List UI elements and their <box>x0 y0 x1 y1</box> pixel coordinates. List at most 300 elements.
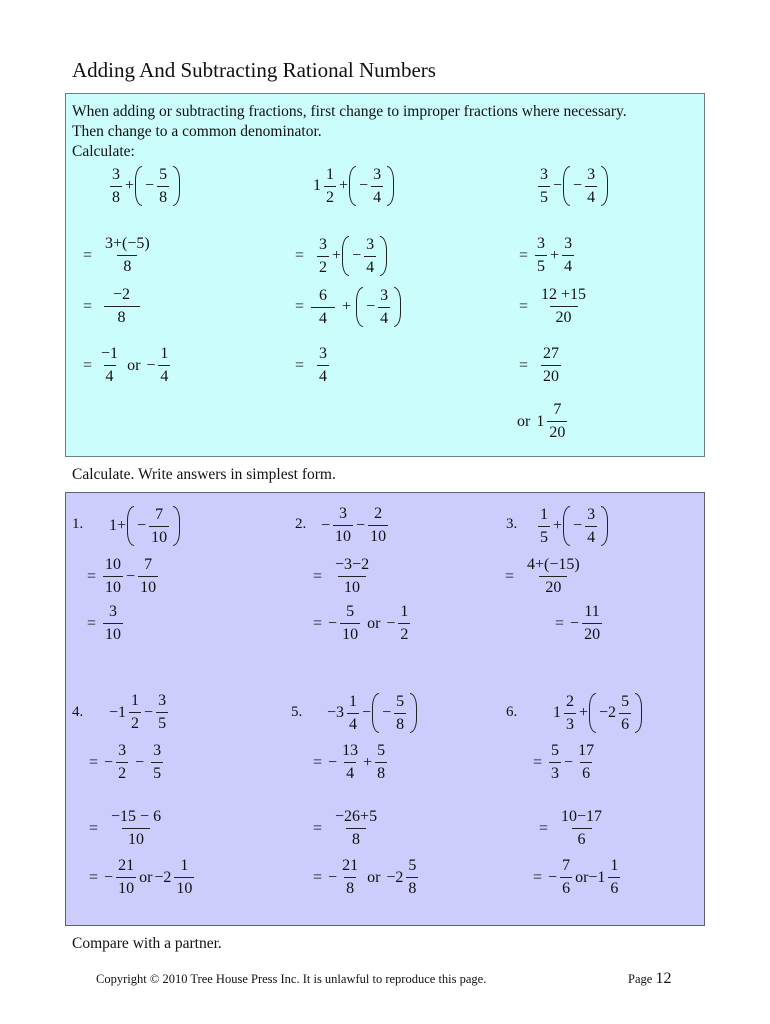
numerator: −3−2 <box>335 556 370 573</box>
problem-number: 4. <box>72 704 84 720</box>
left-paren <box>563 506 570 546</box>
equals-sign: = <box>87 614 97 632</box>
numerator: 7 <box>155 505 164 523</box>
math-text: − <box>352 247 362 264</box>
parenthesized-group <box>589 693 642 733</box>
fraction <box>364 237 376 276</box>
problem-4-step-4 <box>84 858 196 897</box>
math-text: or−1 <box>575 868 606 886</box>
fraction <box>151 743 163 782</box>
math-text: − <box>573 177 583 194</box>
fraction <box>317 237 329 276</box>
denominator: 20 <box>541 365 561 385</box>
problem-5-step-4 <box>308 858 420 897</box>
fraction <box>99 236 156 275</box>
denominator: 4 <box>347 713 359 733</box>
problem-1-step-1 <box>108 506 180 546</box>
example-1-step-1 <box>108 166 180 206</box>
numerator: 27 <box>543 345 560 362</box>
fraction <box>564 694 576 733</box>
numerator: 3 <box>319 345 328 362</box>
parenthesized-group <box>356 287 401 327</box>
intro-line-1: When adding or subtracting fractions, first change to improper fractions where necessary. <box>72 103 627 120</box>
problem-4-step-2 <box>84 743 165 782</box>
numerator: 3 <box>366 235 375 253</box>
numerator: 3 <box>158 692 167 709</box>
denominator: 5 <box>538 186 550 206</box>
left-paren <box>356 287 363 327</box>
fraction <box>324 167 336 206</box>
fraction <box>378 288 390 327</box>
problem-number: 6. <box>506 704 518 720</box>
numerator: 3 <box>153 742 162 759</box>
fraction <box>157 167 169 206</box>
parenthesized-group <box>342 236 387 276</box>
left-paren <box>349 166 356 206</box>
math-text: − <box>144 703 154 721</box>
right-paren <box>394 287 401 327</box>
math-text: − <box>137 517 147 534</box>
equals-sign: = <box>533 753 543 771</box>
fraction <box>105 809 167 848</box>
denominator: 5 <box>538 526 550 546</box>
denominator: 8 <box>117 255 137 275</box>
math-text: −2 <box>154 868 172 886</box>
left-paren <box>127 506 134 546</box>
denominator: 2 <box>317 256 329 276</box>
math-text: − <box>570 614 580 632</box>
equals-sign: = <box>533 868 543 886</box>
denominator: 2 <box>324 186 336 206</box>
right-paren <box>387 166 394 206</box>
denominator: 10 <box>103 623 123 643</box>
numerator: −2 <box>113 286 131 303</box>
equals-sign: = <box>89 868 99 886</box>
numerator: 3 <box>380 286 389 304</box>
equals-sign: = <box>295 298 305 315</box>
fraction <box>340 858 360 897</box>
example-3-step-1 <box>536 166 608 206</box>
math-text: − <box>145 177 155 194</box>
math-text: − <box>564 753 574 771</box>
numerator: 2 <box>566 692 574 710</box>
problem-number: 1. <box>72 516 84 532</box>
equals-sign: = <box>313 614 323 632</box>
problem-4-step-1 <box>108 693 170 732</box>
math-text: − <box>366 298 376 315</box>
denominator: 10 <box>149 526 169 546</box>
denominator: 2 <box>398 623 410 643</box>
numerator: 21 <box>342 857 359 874</box>
numerator: 2 <box>374 505 383 522</box>
math-text: − <box>362 704 372 721</box>
denominator: 8 <box>104 306 140 326</box>
denominator: 8 <box>375 762 387 782</box>
fraction <box>547 402 567 441</box>
equals-sign: = <box>89 819 99 837</box>
math-text <box>309 248 315 264</box>
math-text: + <box>339 177 349 194</box>
closing-text: Compare with a partner. <box>72 935 222 952</box>
numerator: 7 <box>144 556 153 573</box>
instruction-text: Calculate. Write answers in simplest form. <box>72 466 336 483</box>
example-2-step-3 <box>290 287 401 327</box>
math-text: − <box>548 868 558 886</box>
math-text: − <box>328 753 338 771</box>
problem-5-step-1 <box>326 693 417 733</box>
numerator: 3 <box>587 165 596 183</box>
fraction <box>576 743 596 782</box>
example-1-step-3 <box>78 287 146 326</box>
math-text: or <box>367 614 381 632</box>
fraction <box>116 743 128 782</box>
numerator: 3 <box>373 165 382 183</box>
intro-line-3: Calculate: <box>72 143 135 160</box>
equals-sign: = <box>313 567 323 585</box>
example-2-step-4 <box>290 346 331 385</box>
math-text: + <box>342 298 352 315</box>
equals-sign: = <box>87 567 97 585</box>
denominator: 10 <box>340 623 360 643</box>
math-text: − <box>328 868 338 886</box>
fraction <box>398 604 410 643</box>
equals-sign: = <box>313 753 323 771</box>
equals-sign: = <box>505 567 515 585</box>
right-paren <box>173 166 180 206</box>
example-2-step-1 <box>312 166 394 206</box>
fraction <box>340 743 360 782</box>
equals-sign: = <box>313 868 323 886</box>
denominator: 4 <box>344 762 356 782</box>
math-text: −3 <box>327 704 345 721</box>
fraction <box>138 557 158 596</box>
denominator: 3 <box>564 713 576 733</box>
left-paren <box>372 693 379 733</box>
numerator: 3 <box>564 235 573 252</box>
fraction <box>371 167 383 206</box>
numerator: 1 <box>540 505 548 523</box>
right-paren <box>380 236 387 276</box>
problem-6-step-4 <box>528 858 622 897</box>
math-text: − <box>135 753 145 771</box>
numerator: 13 <box>342 742 359 759</box>
numerator: 1 <box>131 692 140 709</box>
fraction <box>329 557 375 596</box>
fraction <box>555 809 608 848</box>
fraction <box>560 858 572 897</box>
problem-2-step-3 <box>308 604 412 643</box>
fraction <box>347 694 359 733</box>
problem-5-step-3 <box>308 809 385 848</box>
denominator: 8 <box>406 877 418 897</box>
problem-number: 2. <box>295 516 307 532</box>
fraction <box>619 694 631 733</box>
numerator: 3 <box>540 165 548 183</box>
equals-sign: = <box>83 356 93 374</box>
example-1-step-2 <box>78 236 158 275</box>
math-text: − <box>146 356 156 374</box>
right-paren <box>635 693 642 733</box>
right-paren <box>410 693 417 733</box>
fraction <box>110 167 122 206</box>
page-label: Page <box>628 972 653 986</box>
numerator: 5 <box>408 857 417 874</box>
problem-6-step-1 <box>552 693 642 733</box>
denominator: 4 <box>364 256 376 276</box>
numerator: 6 <box>319 286 328 304</box>
problem-3-step-1 <box>536 506 608 546</box>
numerator: 10−17 <box>561 808 603 825</box>
denominator: 5 <box>535 255 547 275</box>
right-paren <box>601 506 608 546</box>
denominator: 10 <box>338 576 366 596</box>
fraction <box>317 346 329 385</box>
math-text: 1 <box>536 412 545 430</box>
denominator: 6 <box>580 762 592 782</box>
fraction <box>521 557 586 596</box>
fraction <box>149 507 169 546</box>
example-3-step-3 <box>514 287 594 326</box>
fraction <box>158 346 170 385</box>
math-text: − <box>386 614 396 632</box>
example-3-step-5 <box>512 402 569 441</box>
math-text <box>533 358 539 374</box>
numerator: 3 <box>537 235 546 252</box>
problem-3-step-3 <box>550 604 604 643</box>
denominator: 4 <box>311 307 335 327</box>
parenthesized-group <box>372 693 417 733</box>
fraction <box>99 287 144 326</box>
denominator: 8 <box>346 828 366 848</box>
problem-3-step-2 <box>500 557 588 596</box>
page-number-value: 12 <box>655 970 672 987</box>
intro-line-2: Then change to a common denominator. <box>72 123 322 140</box>
math-text: − <box>356 516 366 534</box>
equals-sign: = <box>89 753 99 771</box>
denominator: 8 <box>110 186 122 206</box>
numerator: 3 <box>339 505 348 522</box>
denominator: 20 <box>539 576 567 596</box>
denominator: 6 <box>608 877 620 897</box>
math-text: or <box>367 868 381 886</box>
numerator: 21 <box>118 857 135 874</box>
fraction <box>333 506 353 545</box>
fraction <box>541 346 561 385</box>
fraction <box>329 809 383 848</box>
fraction <box>129 693 141 732</box>
math-text: −2 <box>599 704 617 721</box>
math-text: 1 <box>553 704 561 721</box>
denominator: 4 <box>104 365 116 385</box>
math-text: − <box>321 516 331 534</box>
numerator: 3+(−5) <box>105 235 150 252</box>
denominator: 20 <box>582 623 602 643</box>
math-text: − <box>328 614 338 632</box>
right-paren <box>173 506 180 546</box>
equals-sign: = <box>539 819 549 837</box>
parenthesized-group <box>127 506 180 546</box>
problem-1-step-3 <box>82 604 125 643</box>
numerator: 5 <box>396 692 405 710</box>
math-text: or <box>127 356 141 374</box>
math-text: −1 <box>109 703 127 721</box>
equals-sign: = <box>83 297 93 315</box>
numerator: 1 <box>326 165 334 183</box>
math-text: 1 <box>313 177 321 194</box>
numerator: 3 <box>112 165 120 183</box>
math-text: + <box>579 704 589 721</box>
numerator: −1 <box>101 345 119 362</box>
fraction <box>311 288 335 327</box>
math-text: − <box>126 567 136 585</box>
math-text: + <box>125 177 135 194</box>
denominator: 4 <box>562 255 574 275</box>
fraction <box>538 507 550 546</box>
equals-sign: = <box>295 247 305 264</box>
denominator: 10 <box>116 877 136 897</box>
denominator: 2 <box>129 712 141 732</box>
fraction <box>394 694 406 733</box>
numerator: 3 <box>319 235 328 253</box>
numerator: 1 <box>610 857 619 874</box>
numerator: 1 <box>180 857 189 874</box>
fraction <box>535 236 547 275</box>
math-text: + <box>553 517 563 534</box>
parenthesized-group <box>135 166 180 206</box>
math-text: or <box>139 868 153 886</box>
example-3-step-4 <box>514 346 563 385</box>
fraction <box>562 236 574 275</box>
denominator: 8 <box>394 713 406 733</box>
equals-sign: = <box>313 819 323 837</box>
math-text: − <box>573 517 583 534</box>
fraction <box>174 858 194 897</box>
problem-4-step-3 <box>84 809 169 848</box>
fraction <box>585 507 597 546</box>
numerator: −15 − 6 <box>111 808 162 825</box>
denominator: 8 <box>157 186 169 206</box>
denominator: 6 <box>572 828 592 848</box>
example-3-step-2 <box>514 236 576 275</box>
fraction <box>116 858 136 897</box>
math-text: + <box>332 247 342 264</box>
numerator: 7 <box>562 857 571 874</box>
right-paren <box>601 166 608 206</box>
numerator: 12 +15 <box>541 286 587 303</box>
fraction <box>549 743 561 782</box>
problem-number: 3. <box>506 516 518 532</box>
math-text: − <box>104 868 114 886</box>
problem-1-step-2 <box>82 557 160 596</box>
fraction <box>608 858 620 897</box>
left-paren <box>589 693 596 733</box>
fraction <box>582 604 602 643</box>
numerator: 1 <box>400 603 409 620</box>
denominator: 4 <box>378 307 390 327</box>
parenthesized-group <box>349 166 394 206</box>
numerator: 5 <box>159 165 168 183</box>
parenthesized-group <box>563 166 608 206</box>
denominator: 10 <box>122 828 150 848</box>
numerator: 10 <box>105 556 122 573</box>
numerator: 11 <box>584 603 600 620</box>
denominator: 3 <box>549 762 561 782</box>
math-text: − <box>104 753 114 771</box>
denominator: 2 <box>116 762 128 782</box>
equals-sign: = <box>519 246 529 264</box>
problem-2-step-1 <box>320 506 390 545</box>
denominator: 20 <box>550 306 578 326</box>
numerator: 4+(−15) <box>527 556 580 573</box>
example-2-step-2 <box>290 236 387 276</box>
numerator: 3 <box>118 742 127 759</box>
problem-number: 5. <box>291 704 303 720</box>
numerator: 5 <box>551 742 560 759</box>
page-title: Adding And Subtracting Rational Numbers <box>72 58 436 82</box>
math-text: + <box>550 246 560 264</box>
fraction <box>368 506 388 545</box>
math-text: − <box>382 704 392 721</box>
denominator: 6 <box>619 713 631 733</box>
equals-sign: = <box>555 614 565 632</box>
denominator: 4 <box>317 365 329 385</box>
denominator: 4 <box>158 365 170 385</box>
numerator: 3 <box>109 603 118 620</box>
problem-6-step-2 <box>528 743 598 782</box>
denominator: 4 <box>371 186 383 206</box>
copyright-notice: Copyright © 2010 Tree House Press Inc. It is unlawful to reproduce this page. <box>96 972 487 986</box>
denominator: 4 <box>585 526 597 546</box>
numerator: 5 <box>621 692 630 710</box>
page-number <box>628 970 671 988</box>
denominator: 10 <box>368 525 388 545</box>
fraction <box>340 604 360 643</box>
math-text: − <box>553 177 563 194</box>
fraction <box>585 167 597 206</box>
equals-sign: = <box>83 246 93 264</box>
parenthesized-group <box>563 506 608 546</box>
denominator: 5 <box>151 762 163 782</box>
example-1-step-4 <box>78 346 172 385</box>
problem-2-step-2 <box>308 557 377 596</box>
math-text: 1+ <box>109 517 127 534</box>
left-paren <box>563 166 570 206</box>
problem-5-step-2 <box>308 743 389 782</box>
math-text: + <box>363 753 373 771</box>
left-paren <box>135 166 142 206</box>
denominator: 10 <box>174 877 194 897</box>
denominator: 4 <box>585 186 597 206</box>
equals-sign: = <box>519 297 529 315</box>
fraction <box>156 693 168 732</box>
fraction <box>103 557 123 596</box>
numerator: 5 <box>377 742 386 759</box>
fraction <box>99 346 120 385</box>
math-text: − <box>359 177 369 194</box>
fraction <box>103 604 123 643</box>
left-paren <box>342 236 349 276</box>
math-text: −2 <box>386 868 404 886</box>
denominator: 10 <box>103 576 123 596</box>
denominator: 6 <box>560 877 572 897</box>
equals-sign: = <box>519 356 529 374</box>
numerator: −26+5 <box>335 808 378 825</box>
denominator: 10 <box>333 525 353 545</box>
math-text: or <box>517 412 531 430</box>
numerator: 5 <box>346 603 355 620</box>
numerator: 17 <box>578 742 595 759</box>
fraction <box>535 287 592 326</box>
